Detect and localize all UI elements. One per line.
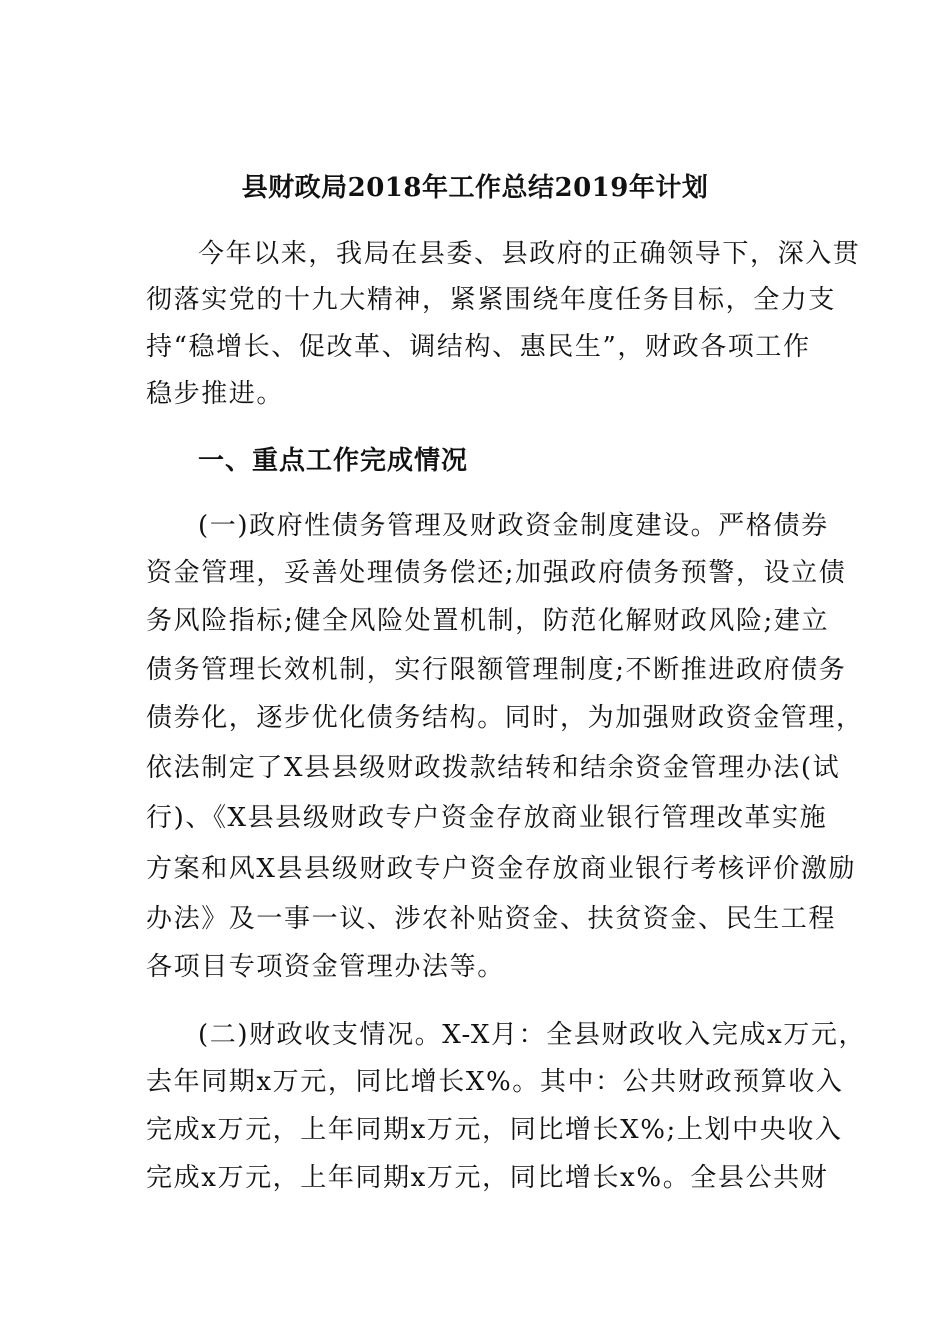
paragraph-line: 办法》及一事一议、涉农补贴资金、扶贫资金、民生工程 — [146, 904, 837, 934]
paragraph-line: 完成x万元，上年同期x万元，同比增长x%。全县公共财 — [146, 1163, 829, 1193]
paragraph-line: (一)政府性债务管理及财政资金制度建设。严格债券 — [198, 511, 829, 541]
intro-line: 稳步推进。 — [146, 379, 285, 409]
paragraph-line: 务风险指标;健全风险处置机制，防范化解财政风险;建立 — [146, 606, 830, 636]
paragraph-line: 债券化，逐步优化债务结构。同时，为加强财政资金管理， — [146, 703, 864, 733]
intro-line: 持“稳增长、促改革、调结构、惠民生”，财政各项工作 — [146, 332, 811, 362]
document-title: 县财政局2018年工作总结2019年计划 — [241, 173, 709, 203]
paragraph-line: 完成x万元，上年同期x万元，同比增长X%;上划中央收入 — [146, 1115, 843, 1145]
paragraph-line: 方案和风X县县级财政专户资金存放商业银行考核评价激励 — [146, 854, 857, 884]
paragraph-line: (二)财政收支情况。X-X月：全县财政收入完成x万元， — [198, 1020, 867, 1050]
intro-line: 今年以来，我局在县委、县政府的正确领导下，深入贯 — [198, 239, 861, 269]
paragraph-line: 依法制定了X县县级财政拨款结转和结余资金管理办法(试 — [146, 753, 841, 783]
paragraph-line: 资金管理，妥善处理债务偿还;加强政府债务预警，设立债 — [146, 558, 847, 588]
paragraph-line: 各项目专项资金管理办法等。 — [146, 952, 505, 982]
paragraph-line: 去年同期x万元，同比增长X%。其中：公共财政预算收入 — [146, 1067, 844, 1097]
section-heading: 一、重点工作完成情况 — [198, 446, 469, 476]
intro-line: 彻落实党的十九大精神，紧紧围绕年度任务目标，全力支 — [146, 285, 837, 315]
paragraph-line: 债务管理长效机制，实行限额管理制度;不断推进政府债务 — [146, 655, 847, 685]
paragraph-line: 行)、《X县县级财政专户资金存放商业银行管理改革实施 — [146, 803, 828, 833]
